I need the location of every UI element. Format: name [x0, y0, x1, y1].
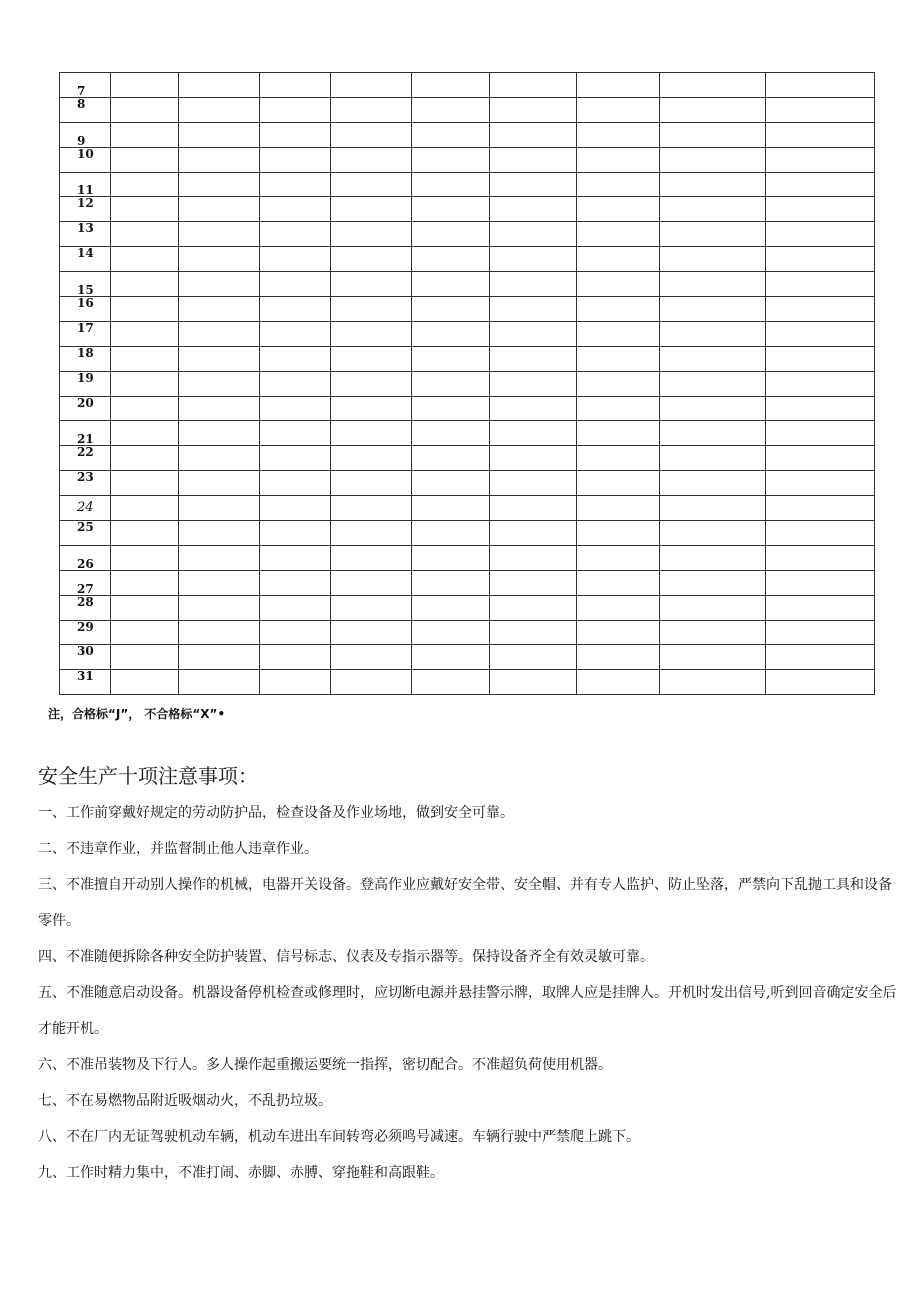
check-cell: [412, 471, 490, 496]
day-number-cell: 22: [60, 446, 111, 471]
check-cell: [490, 97, 577, 122]
table-row: [60, 272, 875, 297]
day-number-cell: 27: [60, 570, 111, 595]
check-cell: [577, 620, 660, 645]
check-cell: [331, 147, 412, 172]
check-cell: [660, 620, 766, 645]
check-cell: [577, 73, 660, 98]
check-cell: [766, 645, 875, 670]
check-cell: [260, 172, 331, 197]
check-cell: [660, 297, 766, 322]
check-cell: [331, 122, 412, 147]
check-cell: [766, 595, 875, 620]
day-number-cell: 17: [60, 321, 111, 346]
check-cell: [766, 247, 875, 272]
rule-item: 九、工作时精力集中，不准打闹、赤脚、赤膊、穿拖鞋和高跟鞋。: [38, 1165, 444, 1181]
check-cell: [179, 172, 260, 197]
check-cell: [179, 595, 260, 620]
day-number-cell: 23: [60, 471, 111, 496]
check-cell: [111, 197, 179, 222]
table-row: [60, 321, 875, 346]
check-cell: [577, 471, 660, 496]
check-cell: [260, 321, 331, 346]
check-cell: [412, 421, 490, 446]
check-cell: [766, 496, 875, 521]
check-cell: [490, 122, 577, 147]
table-row: [60, 670, 875, 695]
check-cell: [766, 147, 875, 172]
safety-rules-list: [38, 795, 898, 1191]
check-cell: [660, 172, 766, 197]
check-cell: [577, 147, 660, 172]
check-cell: [179, 197, 260, 222]
check-cell: [331, 521, 412, 546]
section-heading: 安全生产十项注意事项：: [38, 764, 258, 788]
check-cell: [260, 645, 331, 670]
check-cell: [577, 222, 660, 247]
check-cell: [766, 570, 875, 595]
check-cell: [179, 645, 260, 670]
check-cell: [111, 371, 179, 396]
rule-item: 一、工作前穿戴好规定的劳动防护品，检查设备及作业场地，做到安全可靠。: [38, 805, 514, 821]
check-cell: [111, 570, 179, 595]
check-cell: [260, 620, 331, 645]
check-cell: [660, 496, 766, 521]
check-cell: [490, 297, 577, 322]
check-cell: [660, 371, 766, 396]
check-cell: [490, 496, 577, 521]
check-cell: [660, 97, 766, 122]
check-cell: [412, 595, 490, 620]
table-row: [60, 147, 875, 172]
check-cell: [490, 272, 577, 297]
table-row: [60, 570, 875, 595]
check-cell: [577, 97, 660, 122]
day-number-cell: 10: [60, 147, 111, 172]
check-cell: [331, 272, 412, 297]
day-number-cell: 19: [60, 371, 111, 396]
check-cell: [111, 346, 179, 371]
check-cell: [490, 645, 577, 670]
check-cell: [260, 222, 331, 247]
day-number-cell: 16: [60, 297, 111, 322]
check-cell: [260, 471, 331, 496]
rule-item: 五、不准随意启动设备。机器设备停机检查或修理时，应切断电源并悬挂警示牌，取牌人应是挂牌人。开机时发出信号,听到回音确定安全后才能开机。: [38, 985, 897, 1037]
check-cell: [331, 396, 412, 421]
check-cell: [766, 321, 875, 346]
check-cell: [577, 172, 660, 197]
check-cell: [577, 371, 660, 396]
table-row: [60, 73, 875, 98]
check-cell: [490, 346, 577, 371]
check-cell: [660, 421, 766, 446]
day-number-cell: 24: [60, 496, 111, 521]
check-cell: [260, 346, 331, 371]
check-cell: [331, 247, 412, 272]
check-cell: [111, 73, 179, 98]
check-cell: [660, 570, 766, 595]
check-cell: [260, 570, 331, 595]
check-cell: [412, 97, 490, 122]
check-cell: [260, 97, 331, 122]
day-number-cell: 15: [60, 272, 111, 297]
check-cell: [766, 421, 875, 446]
check-cell: [660, 197, 766, 222]
check-cell: [331, 346, 412, 371]
check-cell: [766, 446, 875, 471]
check-cell: [260, 272, 331, 297]
check-cell: [111, 97, 179, 122]
check-cell: [490, 73, 577, 98]
check-cell: [766, 222, 875, 247]
check-cell: [490, 197, 577, 222]
table-row: [60, 97, 875, 122]
check-cell: [766, 73, 875, 98]
check-cell: [111, 645, 179, 670]
check-cell: [766, 172, 875, 197]
check-cell: [260, 396, 331, 421]
table-row: [60, 122, 875, 147]
check-cell: [111, 247, 179, 272]
check-cell: [331, 73, 412, 98]
check-cell: [660, 122, 766, 147]
check-cell: [766, 346, 875, 371]
check-cell: [260, 496, 331, 521]
check-cell: [766, 371, 875, 396]
check-cell: [179, 247, 260, 272]
day-number-cell: 26: [60, 545, 111, 570]
check-cell: [660, 396, 766, 421]
check-cell: [490, 471, 577, 496]
check-cell: [490, 247, 577, 272]
day-number-cell: 14: [60, 247, 111, 272]
check-cell: [577, 396, 660, 421]
day-number-cell: 20: [60, 396, 111, 421]
check-cell: [111, 222, 179, 247]
check-cell: [577, 670, 660, 695]
check-cell: [490, 396, 577, 421]
check-cell: [179, 670, 260, 695]
check-cell: [660, 595, 766, 620]
check-cell: [660, 222, 766, 247]
check-cell: [766, 545, 875, 570]
check-cell: [331, 595, 412, 620]
table-row: [60, 222, 875, 247]
check-cell: [111, 545, 179, 570]
check-cell: [331, 371, 412, 396]
check-cell: [412, 321, 490, 346]
day-number-cell: 21: [60, 421, 111, 446]
check-cell: [179, 421, 260, 446]
check-cell: [260, 297, 331, 322]
check-cell: [490, 570, 577, 595]
check-cell: [660, 545, 766, 570]
table-row: [60, 247, 875, 272]
check-cell: [490, 545, 577, 570]
table-row: [60, 421, 875, 446]
check-cell: [577, 545, 660, 570]
check-cell: [111, 471, 179, 496]
check-cell: [331, 222, 412, 247]
check-cell: [179, 570, 260, 595]
check-cell: [179, 321, 260, 346]
check-cell: [111, 147, 179, 172]
check-cell: [260, 73, 331, 98]
legend-note: 注，合格标“J”， 不合格标“X”•: [48, 707, 226, 721]
check-cell: [577, 496, 660, 521]
check-cell: [111, 496, 179, 521]
check-cell: [660, 272, 766, 297]
check-cell: [577, 645, 660, 670]
check-cell: [412, 521, 490, 546]
check-cell: [490, 521, 577, 546]
check-cell: [331, 471, 412, 496]
table-row: [60, 446, 875, 471]
check-cell: [179, 147, 260, 172]
table-row: [60, 197, 875, 222]
check-cell: [577, 346, 660, 371]
day-number-cell: 7: [60, 73, 111, 98]
table-row: [60, 521, 875, 546]
check-cell: [179, 471, 260, 496]
check-cell: [577, 321, 660, 346]
check-cell: [577, 122, 660, 147]
check-cell: [331, 570, 412, 595]
check-cell: [179, 346, 260, 371]
check-cell: [111, 297, 179, 322]
table-row: [60, 172, 875, 197]
day-number-cell: 8: [60, 97, 111, 122]
check-cell: [412, 222, 490, 247]
check-cell: [412, 122, 490, 147]
check-cell: [331, 297, 412, 322]
table-row: [60, 595, 875, 620]
check-cell: [331, 172, 412, 197]
check-cell: [179, 396, 260, 421]
check-cell: [179, 222, 260, 247]
check-cell: [766, 122, 875, 147]
table-row: [60, 496, 875, 521]
check-cell: [660, 521, 766, 546]
day-number-cell: 11: [60, 172, 111, 197]
check-cell: [331, 496, 412, 521]
check-cell: [111, 396, 179, 421]
check-cell: [766, 297, 875, 322]
check-cell: [660, 670, 766, 695]
check-cell: [490, 446, 577, 471]
check-cell: [111, 620, 179, 645]
check-cell: [577, 247, 660, 272]
check-cell: [766, 670, 875, 695]
check-cell: [412, 446, 490, 471]
check-cell: [660, 147, 766, 172]
day-number-cell: 13: [60, 222, 111, 247]
check-cell: [577, 446, 660, 471]
check-cell: [111, 670, 179, 695]
check-cell: [331, 197, 412, 222]
check-cell: [577, 272, 660, 297]
rule-item: 六、不准吊装物及下行人。多人操作起重搬运要统一指挥，密切配合。不准超负荷使用机器。: [38, 1057, 612, 1073]
check-cell: [412, 346, 490, 371]
check-cell: [111, 446, 179, 471]
check-cell: [412, 147, 490, 172]
check-cell: [179, 297, 260, 322]
check-cell: [766, 521, 875, 546]
check-cell: [179, 97, 260, 122]
rule-item: 二、不违章作业，并监督制止他人违章作业。: [38, 841, 318, 857]
check-cell: [111, 595, 179, 620]
day-number-cell: 29: [60, 620, 111, 645]
check-cell: [412, 396, 490, 421]
table-row: [60, 396, 875, 421]
check-cell: [490, 147, 577, 172]
check-cell: [260, 446, 331, 471]
check-cell: [260, 595, 331, 620]
check-cell: [260, 670, 331, 695]
check-cell: [766, 272, 875, 297]
check-cell: [260, 371, 331, 396]
check-cell: [577, 521, 660, 546]
rule-item: 四、不准随便拆除各种安全防护装置、信号标志、仪表及专指示器等。保持设备齐全有效灵敏可靠。: [38, 949, 654, 965]
check-cell: [490, 421, 577, 446]
table-row: [60, 346, 875, 371]
check-cell: [412, 620, 490, 645]
check-cell: [766, 471, 875, 496]
check-cell: [331, 645, 412, 670]
check-cell: [260, 421, 331, 446]
check-cell: [111, 122, 179, 147]
check-cell: [412, 570, 490, 595]
table-row: [60, 545, 875, 570]
check-cell: [179, 545, 260, 570]
check-cell: [331, 670, 412, 695]
check-cell: [577, 421, 660, 446]
rule-item: 七、不在易燃物品附近吸烟动火，不乱扔垃圾。: [38, 1093, 332, 1109]
day-number-cell: 31: [60, 670, 111, 695]
check-cell: [660, 247, 766, 272]
check-cell: [412, 297, 490, 322]
check-cell: [490, 670, 577, 695]
check-cell: [260, 197, 331, 222]
table-row: [60, 645, 875, 670]
check-cell: [412, 545, 490, 570]
check-cell: [179, 371, 260, 396]
rule-item: 八、不在厂内无证驾驶机动车辆，机动车进出车间转弯必须鸣号减速。车辆行驶中严禁爬上跳下。: [38, 1129, 640, 1145]
check-cell: [577, 595, 660, 620]
check-cell: [111, 421, 179, 446]
rule-item: 三、不准擅自开动别人操作的机械，电器开关设备。登高作业应戴好安全带、安全帽、并有专人监护、防止坠落，严禁向下乱抛工具和设备零件。: [38, 877, 892, 929]
table-row: [60, 471, 875, 496]
check-cell: [660, 73, 766, 98]
check-cell: [111, 321, 179, 346]
check-cell: [179, 620, 260, 645]
day-number-cell: 25: [60, 521, 111, 546]
inspection-table: [59, 72, 875, 695]
check-cell: [490, 222, 577, 247]
check-cell: [331, 97, 412, 122]
check-cell: [490, 620, 577, 645]
check-cell: [260, 122, 331, 147]
check-cell: [260, 521, 331, 546]
check-cell: [577, 570, 660, 595]
check-cell: [331, 446, 412, 471]
check-cell: [412, 73, 490, 98]
check-cell: [260, 545, 331, 570]
check-cell: [179, 446, 260, 471]
table-row: [60, 371, 875, 396]
check-cell: [179, 73, 260, 98]
check-cell: [331, 620, 412, 645]
check-cell: [490, 595, 577, 620]
check-cell: [179, 521, 260, 546]
check-cell: [660, 446, 766, 471]
day-number-cell: 18: [60, 346, 111, 371]
check-cell: [660, 471, 766, 496]
check-cell: [412, 670, 490, 695]
check-cell: [766, 396, 875, 421]
check-cell: [412, 645, 490, 670]
check-cell: [331, 545, 412, 570]
day-number-cell: 9: [60, 122, 111, 147]
day-number-cell: 30: [60, 645, 111, 670]
check-cell: [490, 172, 577, 197]
check-cell: [660, 346, 766, 371]
day-number-cell: 28: [60, 595, 111, 620]
check-cell: [490, 321, 577, 346]
check-cell: [260, 147, 331, 172]
check-cell: [412, 172, 490, 197]
check-cell: [412, 496, 490, 521]
check-cell: [660, 645, 766, 670]
check-cell: [331, 421, 412, 446]
check-cell: [179, 496, 260, 521]
check-cell: [179, 272, 260, 297]
check-cell: [412, 247, 490, 272]
check-cell: [766, 97, 875, 122]
table-row: [60, 297, 875, 322]
check-cell: [766, 620, 875, 645]
check-cell: [260, 247, 331, 272]
check-cell: [179, 122, 260, 147]
check-cell: [331, 321, 412, 346]
day-number-cell: 12: [60, 197, 111, 222]
check-cell: [577, 197, 660, 222]
check-cell: [766, 197, 875, 222]
check-cell: [111, 521, 179, 546]
check-cell: [577, 297, 660, 322]
check-cell: [111, 172, 179, 197]
check-cell: [412, 272, 490, 297]
check-cell: [412, 371, 490, 396]
check-cell: [660, 321, 766, 346]
check-cell: [490, 371, 577, 396]
table-row: [60, 620, 875, 645]
check-cell: [412, 197, 490, 222]
check-cell: [111, 272, 179, 297]
